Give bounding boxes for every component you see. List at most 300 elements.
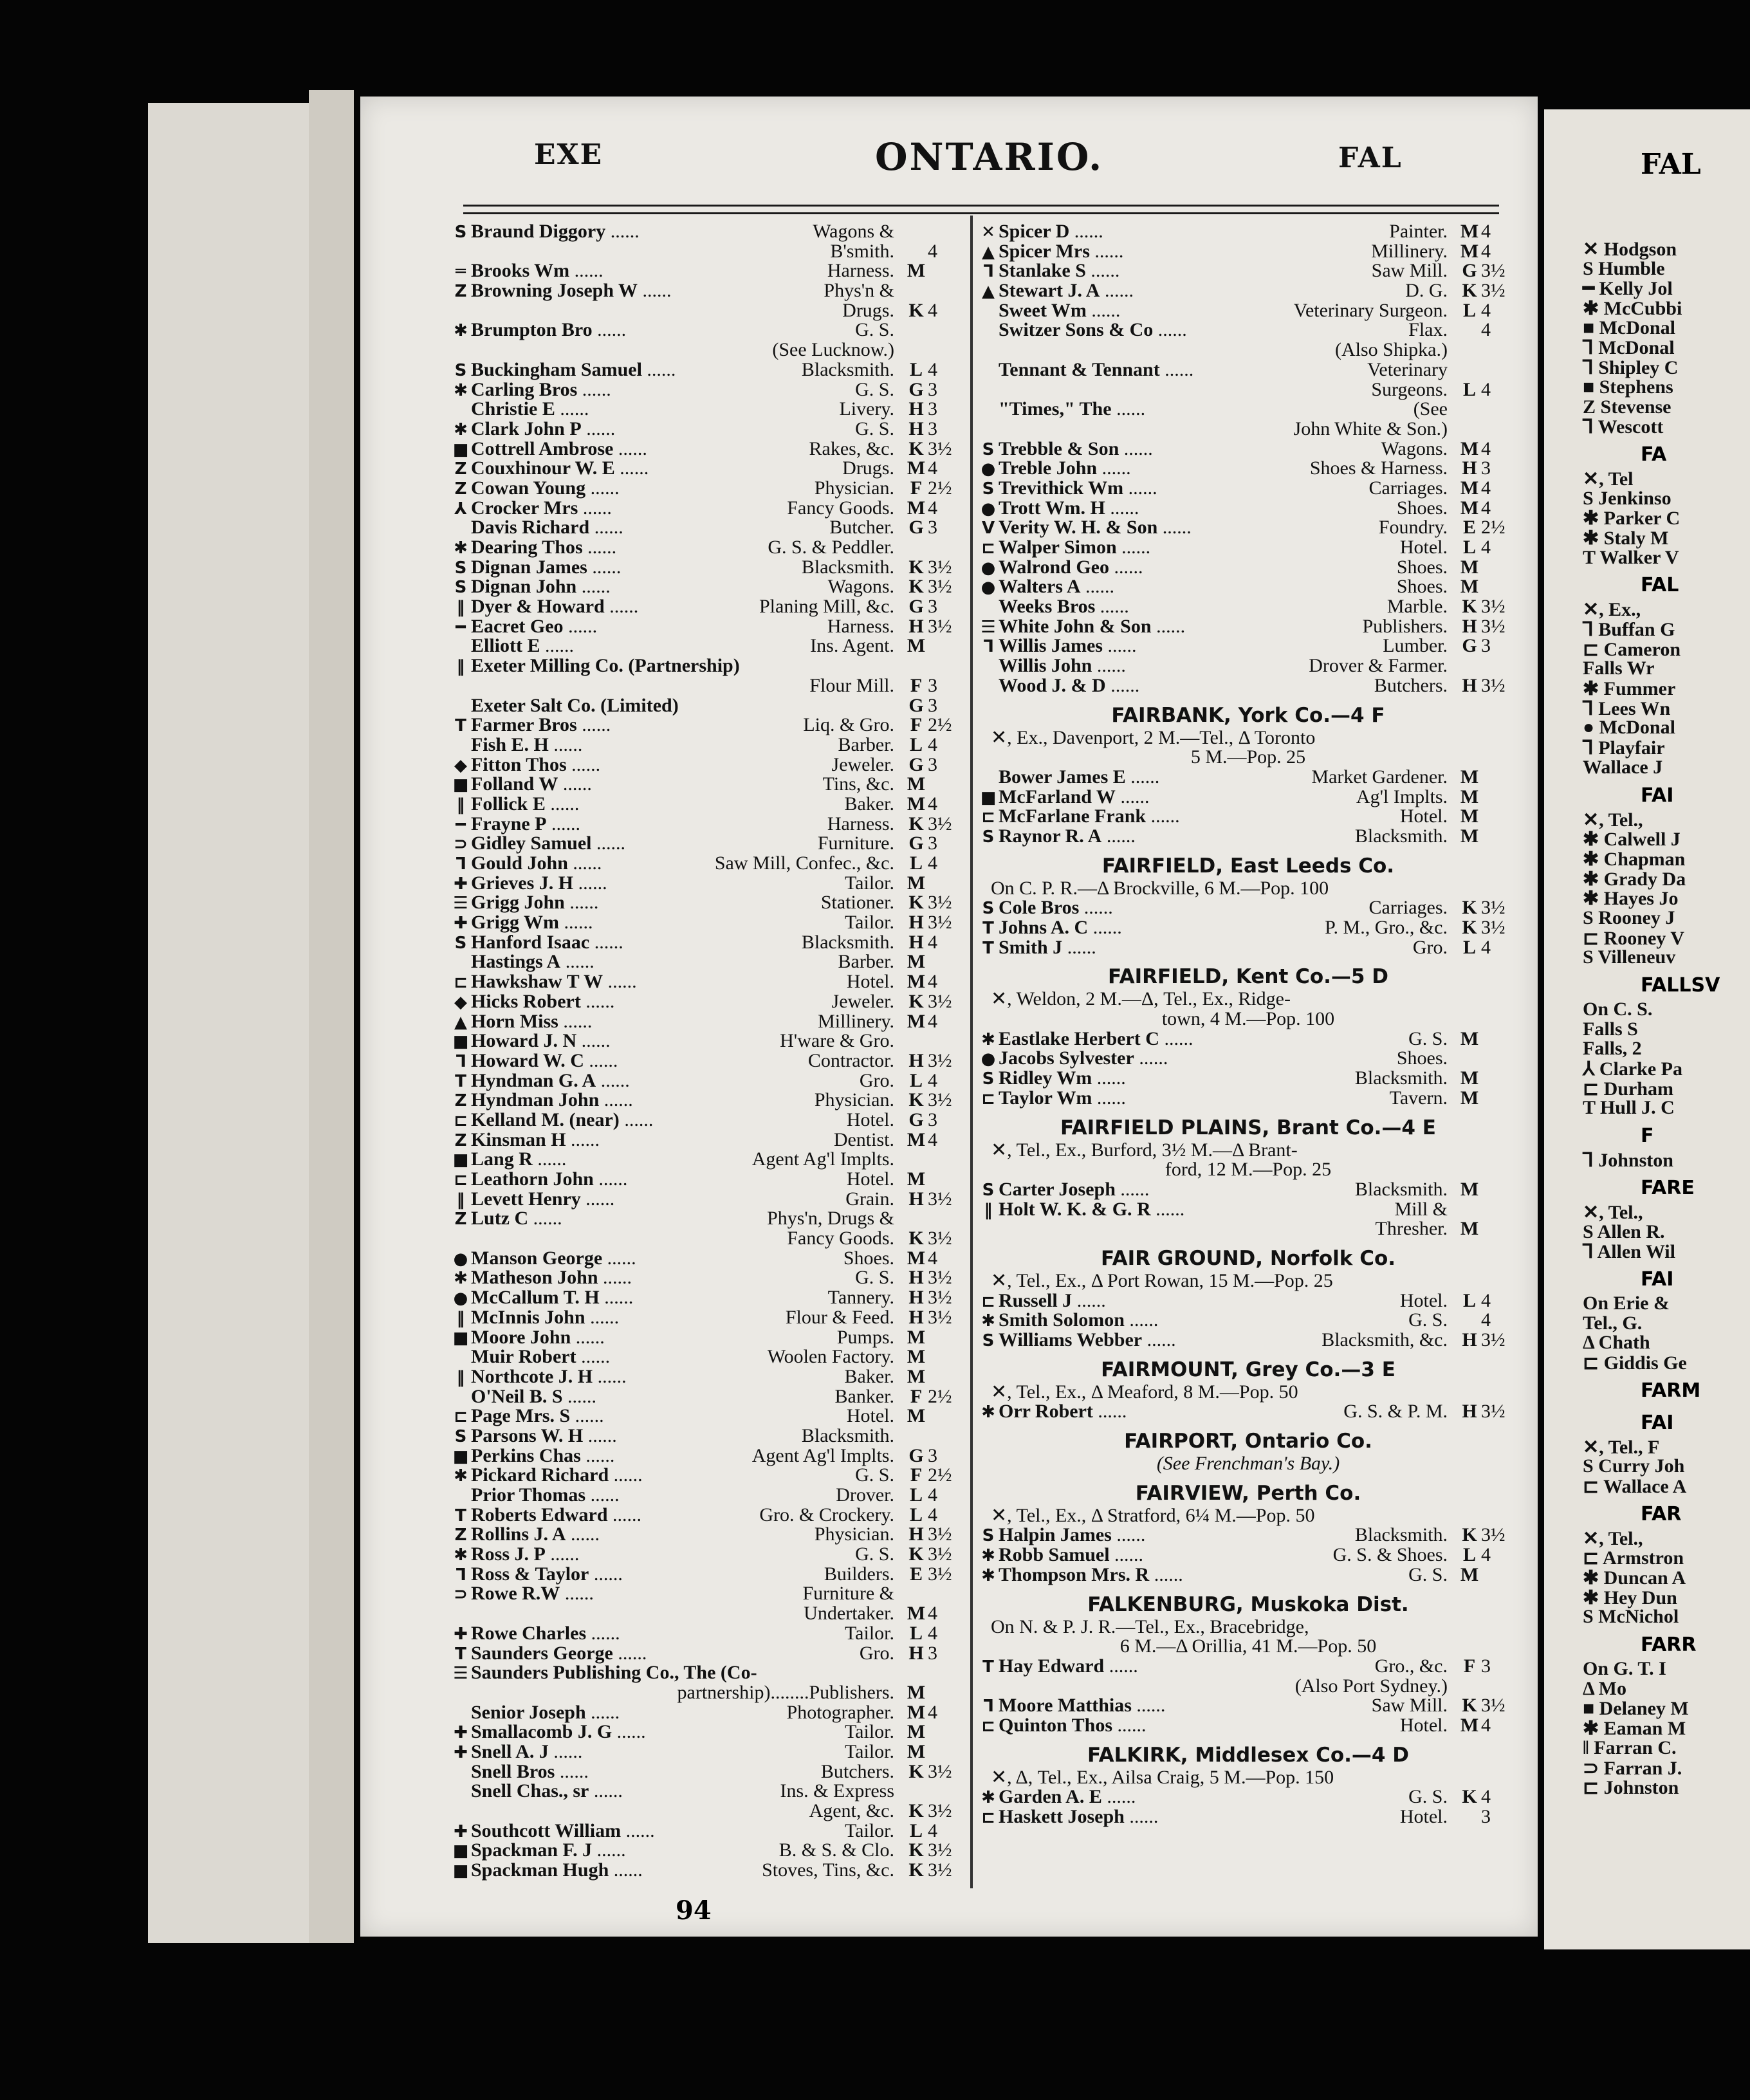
capital-code: L <box>909 1622 923 1644</box>
directory-entry <box>978 656 1518 676</box>
business-name: Cottrell Ambrose <box>471 438 614 459</box>
rating-value: 3½ <box>1481 615 1506 637</box>
rating-value: 3½ <box>928 438 952 459</box>
next-page-entry: Δ Chath <box>1583 1332 1650 1354</box>
town-info: ✕, Weldon, 2 M.—Δ, Tel., Ex., Ridge- <box>991 988 1291 1010</box>
leader-dots: ...... <box>564 892 599 914</box>
business-name: Snell Bros <box>471 1760 555 1782</box>
credit-rating <box>905 834 965 854</box>
next-page-entry: ✕, Tel., <box>1583 809 1643 831</box>
leader-dots: ...... <box>1131 1695 1166 1717</box>
credit-rating <box>1458 301 1518 321</box>
business-name: Rowe R.W <box>471 1583 560 1605</box>
credit-rating <box>905 1683 965 1703</box>
business-symbol-icon: ☰ <box>981 617 996 637</box>
capital-code: K <box>908 1839 924 1861</box>
credit-rating <box>905 1249 965 1269</box>
business-symbol-icon: ⅄ <box>454 499 467 519</box>
leader-dots: ...... <box>1088 917 1122 938</box>
business-name: Treble John <box>999 457 1098 479</box>
town-info: 5 M.—Pop. 25 <box>1190 746 1306 768</box>
directory-entry <box>978 320 1518 340</box>
credit-rating <box>1458 827 1518 847</box>
credit-rating <box>1458 1029 1518 1049</box>
rating-value: 3½ <box>928 556 952 578</box>
directory-entry <box>450 913 965 933</box>
credit-rating <box>1458 222 1518 242</box>
leader-dots: ...... <box>592 319 627 341</box>
directory-entry <box>450 636 965 656</box>
business-name: Rollins J. A <box>471 1524 566 1545</box>
leader-dots: ...... <box>570 1405 604 1427</box>
directory-entry <box>450 1367 965 1387</box>
leader-dots: ...... <box>569 260 603 282</box>
business-symbol-icon: ⊏ <box>981 1291 995 1311</box>
leader-dots: ...... <box>1149 1563 1183 1585</box>
capital-code: K <box>1462 917 1477 938</box>
rating-value: 4 <box>928 1069 937 1091</box>
business-trade: Shoes. <box>843 1247 894 1269</box>
business-name: Holt W. K. & G. R <box>999 1198 1151 1220</box>
leader-dots: ...... <box>1119 438 1153 459</box>
rating-value: 4 <box>928 1819 937 1841</box>
business-trade: Jeweler. <box>831 990 894 1012</box>
directory-entry <box>978 676 1518 696</box>
rating-value: 4 <box>928 733 937 755</box>
business-name: Exeter Salt Co. (Limited) <box>471 694 679 716</box>
business-trade: Shoes. <box>1396 497 1448 519</box>
entry-continuation <box>450 301 965 321</box>
directory-entry <box>450 419 965 439</box>
business-trade: Livery. <box>839 398 894 420</box>
business-name: Kelland M. (near) <box>471 1109 620 1130</box>
leader-dots: ...... <box>580 1444 615 1466</box>
business-trade: Ins. Agent. <box>810 635 894 657</box>
business-symbol-icon: ☰ <box>453 894 468 914</box>
rating-value: 3½ <box>928 990 952 1012</box>
capital-code: H <box>1462 457 1477 479</box>
credit-rating <box>905 636 965 656</box>
credit-rating <box>905 1604 965 1624</box>
business-trade: Hotel. <box>1399 1289 1448 1311</box>
business-trade: Banker. <box>834 1385 894 1407</box>
business-name: McInnis John <box>471 1306 585 1328</box>
business-trade: G. S. <box>1408 1309 1448 1331</box>
entry-continued-text: (Also Port Sydney.) <box>1294 1675 1448 1697</box>
credit-rating <box>1458 1402 1518 1422</box>
directory-entry <box>450 1663 965 1683</box>
credit-rating <box>1458 439 1518 459</box>
business-name: Halpin James <box>999 1524 1112 1546</box>
capital-code: H <box>908 1642 924 1664</box>
rating-value: 3½ <box>928 1543 952 1565</box>
business-name: Robb Samuel <box>999 1544 1110 1566</box>
rating-value: 4 <box>1481 299 1491 321</box>
credit-rating <box>905 617 965 637</box>
credit-rating <box>905 1801 965 1821</box>
business-name: Lutz C <box>471 1208 529 1230</box>
leader-dots: ...... <box>1062 936 1096 958</box>
credit-rating <box>1458 1331 1518 1350</box>
business-symbol-icon: S <box>454 933 467 953</box>
credit-rating <box>905 874 965 894</box>
directory-entry <box>978 1565 1518 1585</box>
capital-code: K <box>1462 1524 1477 1546</box>
leader-dots: ...... <box>1124 1309 1159 1331</box>
leader-dots: ...... <box>593 1168 628 1190</box>
business-symbol-icon: ⊏ <box>981 1808 995 1827</box>
directory-entry <box>978 1716 1518 1736</box>
rating-value: 2½ <box>928 714 952 736</box>
entry-continuation <box>450 1683 965 1703</box>
business-name: Elliott E <box>471 635 540 657</box>
business-trade: Planing Mill, &c. <box>759 596 894 618</box>
credit-rating <box>1458 1787 1518 1807</box>
business-trade: Millinery. <box>1371 240 1448 262</box>
rating-value: 3 <box>928 378 937 400</box>
business-name: Moore John <box>471 1326 571 1348</box>
capital-code: K <box>1462 280 1477 302</box>
credit-rating <box>1458 518 1518 538</box>
credit-rating <box>905 1663 965 1683</box>
credit-rating <box>1458 768 1518 788</box>
business-trade: Blacksmith. <box>801 358 894 380</box>
business-name: McFarlane Frank <box>999 806 1147 827</box>
credit-rating <box>1458 898 1518 918</box>
next-page-entry: ✕, Ex., <box>1583 599 1641 621</box>
credit-rating <box>905 597 965 617</box>
next-page-entry: On Erie & <box>1583 1292 1670 1314</box>
credit-rating <box>905 1861 965 1881</box>
business-trade: Blacksmith. <box>1354 1524 1448 1546</box>
rating-value: 3½ <box>928 912 952 934</box>
capital-code: M <box>1460 497 1479 519</box>
business-symbol-icon: ● <box>981 578 996 598</box>
business-symbol-icon: ⊏ <box>454 973 468 993</box>
directory-entry <box>450 1071 965 1091</box>
business-name: Snell Chas., sr <box>471 1780 589 1802</box>
business-trade: G. S. <box>855 1267 894 1289</box>
credit-rating <box>905 400 965 419</box>
directory-entry <box>978 499 1518 519</box>
business-name: Smallacomb J. G <box>471 1721 612 1743</box>
business-trade: Blacksmith. <box>1354 825 1448 847</box>
header-rule-top <box>463 205 1499 207</box>
directory-entry <box>978 768 1518 788</box>
business-symbol-icon: ⅂ <box>456 1051 466 1071</box>
business-symbol-icon: ✚ <box>454 1723 468 1743</box>
directory-entry <box>450 1644 965 1664</box>
next-page-lines <box>1544 238 1750 1799</box>
business-trade: G. S. <box>1408 1027 1448 1049</box>
leader-dots: ...... <box>548 733 583 755</box>
business-trade: G. S. & Peddler. <box>768 537 894 558</box>
credit-rating <box>905 281 965 301</box>
leader-dots: ...... <box>562 1385 597 1407</box>
capital-code: H <box>908 398 924 420</box>
business-name: Hicks Robert <box>471 990 581 1012</box>
business-name: Haskett Joseph <box>999 1806 1125 1827</box>
leader-dots: ...... <box>1153 319 1187 341</box>
capital-code: F <box>910 1464 923 1486</box>
leader-dots: ...... <box>580 1188 615 1210</box>
directory-entry <box>450 834 965 854</box>
directory-entry <box>450 558 965 578</box>
capital-code: K <box>908 299 924 321</box>
leader-dots: ...... <box>584 1049 618 1071</box>
capital-code: F <box>910 714 923 736</box>
directory-entry <box>450 1288 965 1308</box>
capital-code: M <box>907 1740 926 1762</box>
directory-entry <box>450 380 965 400</box>
credit-rating <box>905 320 965 340</box>
directory-entry <box>978 938 1518 958</box>
business-symbol-icon: Z <box>454 459 467 479</box>
capital-code: F <box>910 674 923 696</box>
directory-entry <box>450 1209 965 1229</box>
header-left-guide: EXE <box>534 138 603 171</box>
entry-continued-text: B'smith. <box>830 240 894 262</box>
leader-dots: ...... <box>1111 1524 1146 1546</box>
leader-dots: ...... <box>566 1524 600 1545</box>
leader-dots: ...... <box>1159 1027 1193 1049</box>
capital-code: G <box>908 596 924 618</box>
next-page-entry: ⅂ Lees Wn <box>1583 697 1671 719</box>
rating-value: 2½ <box>1481 517 1506 539</box>
leader-dots: ...... <box>528 1208 562 1230</box>
next-page-town-heading: FAL <box>1641 574 1679 597</box>
business-symbol-icon: ☰ <box>453 1664 468 1684</box>
leader-dots: ...... <box>596 1069 630 1091</box>
credit-rating <box>905 1406 965 1426</box>
next-page-entry: ✱ Duncan A <box>1583 1567 1686 1589</box>
business-symbol-icon: ✚ <box>454 1742 468 1762</box>
credit-rating <box>905 1209 965 1229</box>
directory-entry <box>978 918 1518 938</box>
leader-dots: ...... <box>1109 556 1143 578</box>
entry-continued-text: Undertaker. <box>804 1603 894 1625</box>
rating-value: 4 <box>1481 1714 1491 1736</box>
business-trade: G. S. <box>855 418 894 439</box>
directory-entry <box>450 459 965 479</box>
rating-value: 3 <box>928 1642 937 1664</box>
business-name: Trott Wm. H <box>999 497 1105 519</box>
leader-dots: ...... <box>589 1563 623 1585</box>
business-name: Walters A <box>999 576 1081 598</box>
capital-code: M <box>1460 825 1479 847</box>
capital-code: M <box>907 1405 926 1427</box>
directory-entry <box>450 499 965 519</box>
rating-value: 3½ <box>928 1800 952 1821</box>
credit-rating <box>1458 479 1518 499</box>
directory-entry <box>450 755 965 775</box>
directory-entry <box>450 715 965 735</box>
credit-rating <box>1458 242 1518 262</box>
business-trade: D. G. <box>1405 280 1448 302</box>
leader-dots: ...... <box>589 1780 623 1802</box>
business-name: Braund Diggory <box>471 221 606 242</box>
business-symbol-icon: ✱ <box>454 1545 468 1565</box>
business-name: Buckingham Samuel <box>471 358 642 380</box>
leader-dots: ...... <box>1101 825 1136 847</box>
business-trade: Painter. <box>1389 221 1448 242</box>
rating-value: 3½ <box>928 892 952 914</box>
leader-dots: ...... <box>546 813 580 834</box>
business-trade: Tailor. <box>844 1819 894 1841</box>
business-symbol-icon: ‖ <box>456 1190 465 1210</box>
business-name: Hanford Isaac <box>471 931 590 953</box>
credit-rating <box>905 676 965 696</box>
capital-code: M <box>1460 576 1479 598</box>
next-page-fragment <box>1544 109 1750 1949</box>
business-symbol-icon: ◆ <box>454 755 467 775</box>
credit-rating <box>1458 320 1518 340</box>
business-trade: Agent Ag'l Implts. <box>751 1148 894 1170</box>
directory-entry <box>978 301 1518 321</box>
directory-entry <box>450 479 965 499</box>
credit-rating <box>905 1387 965 1407</box>
leader-dots: ...... <box>612 1721 646 1743</box>
town-heading: FAIR GROUND, Norfolk Co. <box>1100 1246 1396 1270</box>
entry-continued-text: John White & Son.) <box>1293 418 1448 439</box>
directory-entry <box>450 1130 965 1150</box>
business-symbol-icon: ■ <box>452 1861 469 1881</box>
business-trade: Hotel. <box>846 1109 894 1130</box>
business-symbol-icon: ■ <box>452 439 469 459</box>
credit-rating <box>905 340 965 360</box>
business-symbol-icon: ▲ <box>982 242 995 262</box>
capital-code: H <box>908 1524 924 1545</box>
business-symbol-icon: ‖ <box>984 1200 993 1220</box>
capital-code: M <box>907 1010 926 1032</box>
business-name: Leathorn John <box>471 1168 594 1190</box>
business-name: Johns A. C <box>999 917 1089 938</box>
directory-entry <box>978 597 1518 617</box>
capital-code: K <box>908 1800 924 1821</box>
business-name: Smith Solomon <box>999 1309 1125 1331</box>
next-page-entry: Z Stevense <box>1583 396 1672 418</box>
credit-rating <box>1458 1180 1518 1200</box>
next-page-entry: Tel., G. <box>1583 1312 1643 1334</box>
business-name: Saunders George <box>471 1642 613 1664</box>
next-page-town-heading: FAI <box>1641 784 1674 807</box>
directory-entry <box>450 1525 965 1545</box>
business-trade: Shoes. <box>1396 1047 1448 1069</box>
capital-code: G <box>908 1444 924 1466</box>
directory-entry <box>978 459 1518 479</box>
business-symbol-icon: ⅂ <box>983 1697 993 1717</box>
leader-dots: ...... <box>548 1740 583 1762</box>
credit-rating <box>905 775 965 795</box>
credit-rating <box>905 360 965 380</box>
business-name: Willis James <box>999 635 1103 657</box>
credit-rating <box>905 242 965 262</box>
credit-rating <box>905 1328 965 1348</box>
business-symbol-icon: T <box>455 1506 466 1525</box>
next-page-town-heading: FARR <box>1641 1634 1697 1657</box>
town-heading: FAIRFIELD, East Leeds Co. <box>1101 854 1395 878</box>
business-name: Ridley Wm <box>999 1067 1092 1089</box>
business-name: McCallum T. H <box>471 1287 600 1309</box>
business-trade: Ag'l Implts. <box>1356 786 1448 807</box>
rating-value: 3½ <box>928 1524 952 1545</box>
credit-rating <box>905 1071 965 1091</box>
business-symbol-icon: ✱ <box>454 539 468 558</box>
next-page-entry: Δ Mo <box>1583 1677 1626 1699</box>
business-symbol-icon: T <box>455 716 466 736</box>
credit-rating <box>1458 617 1518 637</box>
leader-dots: ...... <box>1095 596 1129 618</box>
credit-rating <box>905 1091 965 1110</box>
next-page-entry: ✱ Hey Dun <box>1583 1587 1677 1608</box>
next-page-town-heading: FAI <box>1641 1267 1674 1291</box>
business-trade: G. S. <box>855 1543 894 1565</box>
business-name: Bower James E <box>999 766 1126 788</box>
business-name: Garden A. E <box>999 1786 1102 1808</box>
credit-rating <box>1458 788 1518 807</box>
leader-dots: ...... <box>558 773 592 795</box>
directory-entry <box>450 656 965 676</box>
credit-rating <box>905 1288 965 1308</box>
next-page-entry: ✕ Hodgson <box>1583 239 1677 260</box>
business-trade: Gro. <box>859 1642 894 1664</box>
credit-rating <box>905 1110 965 1130</box>
entry-continued-text: Agent, &c. <box>809 1800 894 1821</box>
business-trade: Tannery. <box>827 1287 894 1309</box>
credit-rating <box>905 1466 965 1486</box>
credit-rating <box>905 380 965 400</box>
credit-rating <box>1458 1696 1518 1716</box>
rating-value: 3 <box>928 753 937 775</box>
leader-dots: ...... <box>578 497 612 519</box>
business-name: Hyndman John <box>471 1089 600 1111</box>
capital-code: M <box>907 457 926 479</box>
leader-dots: ...... <box>1111 398 1146 420</box>
next-page-entry: Wallace J <box>1583 756 1663 778</box>
directory-entry <box>978 577 1518 597</box>
business-name: Follick E <box>471 793 546 815</box>
business-name: Muir Robert <box>471 1346 576 1368</box>
directory-entry <box>450 1821 965 1841</box>
business-name: Hastings A <box>471 951 561 973</box>
credit-rating <box>1458 400 1518 419</box>
rating-value: 3½ <box>928 1760 952 1782</box>
rating-value: 3 <box>928 1109 937 1130</box>
capital-code: M <box>1460 1067 1479 1089</box>
credit-rating <box>905 558 965 578</box>
capital-code: K <box>1462 1695 1477 1717</box>
leader-dots: ...... <box>592 1839 626 1861</box>
town-info: town, 4 M.—Pop. 100 <box>1161 1008 1335 1030</box>
business-name: Fitton Thos <box>471 753 567 775</box>
business-name: Perkins Chas <box>471 1444 581 1466</box>
leader-dots: ...... <box>1097 457 1131 479</box>
leader-dots: ...... <box>585 1484 620 1506</box>
business-trade: Flour & Feed. <box>785 1306 894 1328</box>
business-name: Fish E. H <box>471 733 549 755</box>
rating-value: 3½ <box>1481 260 1506 282</box>
rating-value: 3½ <box>928 1839 952 1861</box>
leader-dots: ...... <box>563 615 598 637</box>
credit-rating <box>905 1367 965 1387</box>
directory-entry <box>450 874 965 894</box>
business-symbol-icon: ▲ <box>982 282 995 302</box>
entry-continuation <box>450 676 965 696</box>
leader-dots: ...... <box>1092 1401 1127 1423</box>
next-page-entry: ✕, Tel., <box>1583 1201 1643 1223</box>
capital-code: H <box>908 1306 924 1328</box>
capital-code: M <box>907 971 926 993</box>
